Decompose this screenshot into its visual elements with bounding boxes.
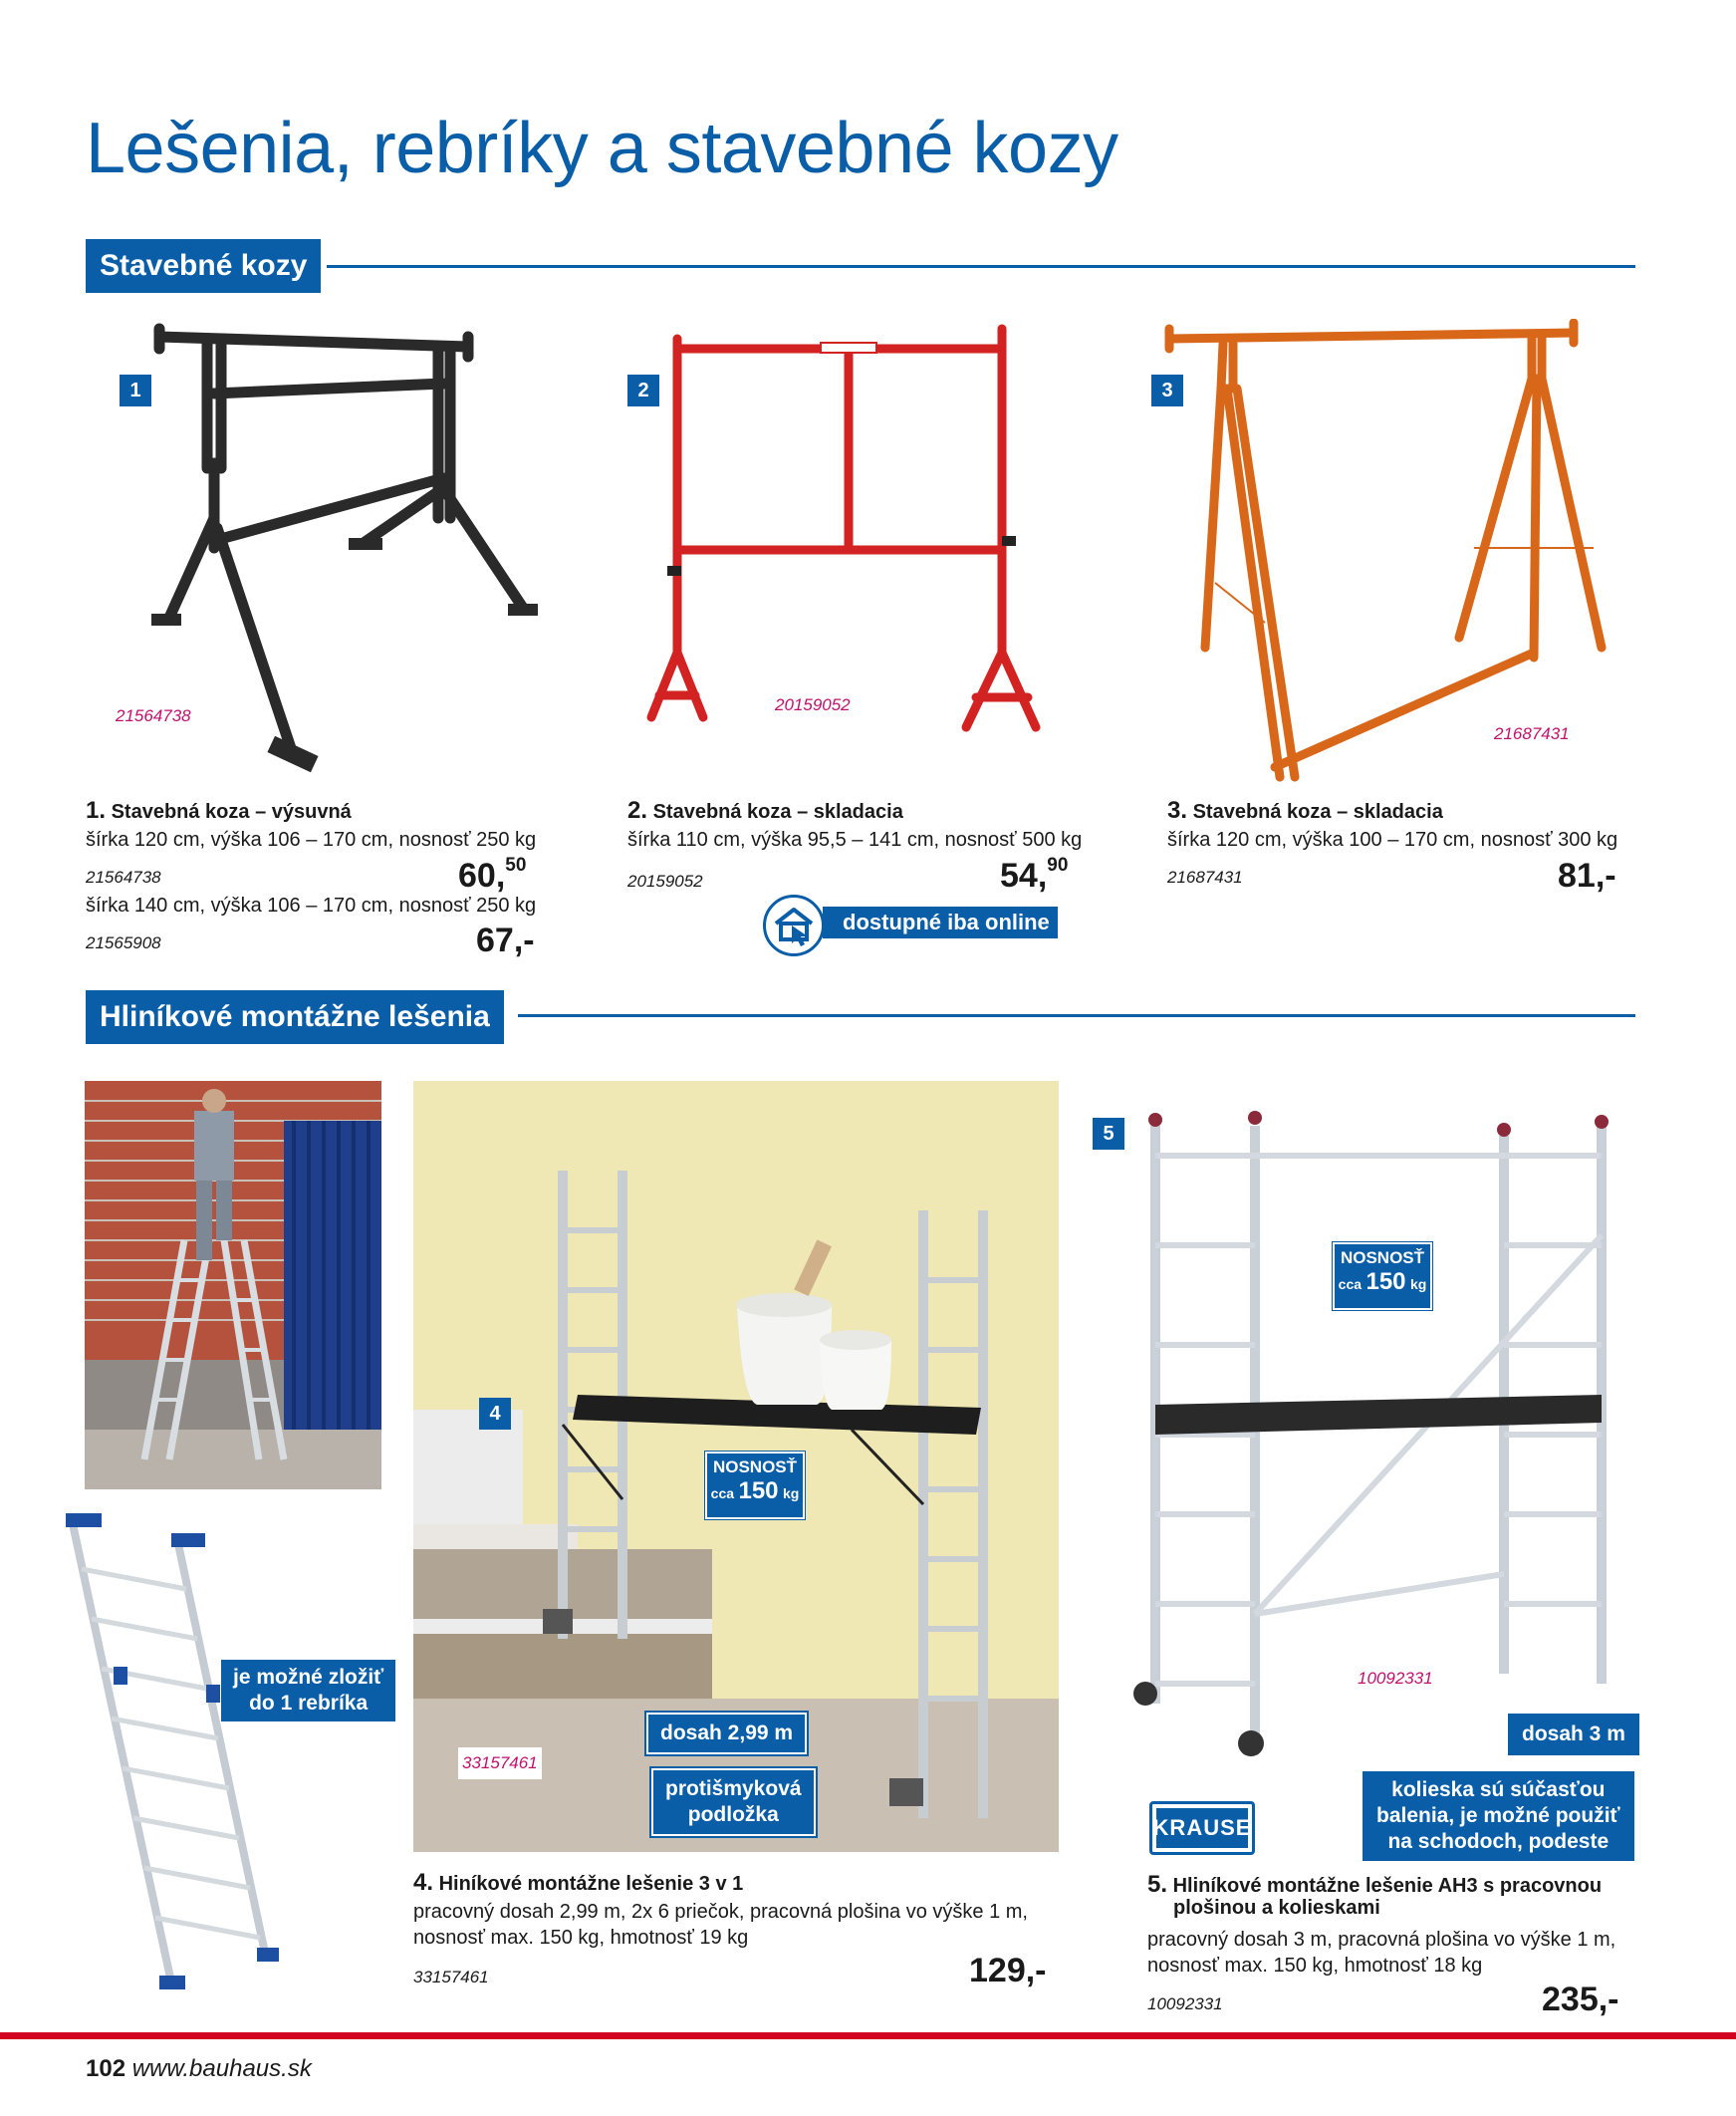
online-only-badge [763, 895, 1054, 960]
product-title-2 [627, 797, 903, 825]
product-code: 21687431 [1167, 868, 1243, 887]
product-price [458, 857, 526, 896]
product-spec: pracovný dosah 3 m, pracovná plošina vo výške 1 m, [1147, 1929, 1616, 1951]
product-name: Stavebná koza – výsuvná [111, 801, 352, 823]
product-title-1 [86, 797, 352, 825]
product-price: 81,- [1558, 857, 1616, 895]
product-image-1 [139, 319, 558, 787]
product-code: 21565908 [86, 933, 161, 952]
brand-logo-krause [1149, 1801, 1255, 1855]
product-badge-4: 4 [479, 1398, 511, 1430]
product-spec: šírka 110 cm, výška 95,5 – 141 cm, nosnosť 500 kg [627, 829, 1083, 851]
product-title-3 [1167, 797, 1443, 825]
load-capacity-title: NOSNOSŤ [712, 1457, 798, 1476]
product-name: Hiníkové montážne lešenie 3 v 1 [438, 1873, 744, 1895]
page-title: Lešenia, rebríky a stavebné kozy [86, 109, 1118, 188]
product-badge-2: 2 [627, 375, 659, 406]
price-cents: 50 [505, 855, 527, 876]
product-price: 129,- [969, 1952, 1047, 1989]
page-number: 102 [86, 2055, 126, 2082]
section-title-trestles: Stavebné kozy [86, 239, 321, 293]
antislip-tag [649, 1766, 818, 1838]
product-spec: šírka 140 cm, výška 106 – 170 cm, nosnosť 250 kg [86, 895, 537, 917]
price-main: 54, [1000, 857, 1048, 895]
image-code-1: 21564738 [116, 706, 191, 725]
product-number: 4. [413, 1869, 434, 1896]
product-number: 5. [1147, 1871, 1168, 1898]
section-divider [518, 1014, 1635, 1017]
antislip-tag-line: podložka [687, 1803, 779, 1826]
fold-tag-line: je možné zložiť [233, 1666, 384, 1689]
product-spec: pracovný dosah 2,99 m, 2x 6 priečok, pracovná plošina vo výške 1 m, [413, 1901, 1028, 1923]
reach-tag-4: dosah 2,99 m [644, 1711, 809, 1756]
image-code-4: 33157461 [462, 1753, 538, 1772]
price-cents: 90 [1047, 855, 1069, 876]
product-title-5-line2: plošinou a kolieskami [1173, 1897, 1380, 1919]
load-capacity-prefix: cca [710, 1485, 735, 1501]
product-badge-1: 1 [120, 375, 151, 406]
wheels-tag-line: na schodoch, podeste [1387, 1830, 1610, 1853]
product-name: Stavebná koza – skladacia [652, 801, 903, 823]
load-capacity-value: 150 [738, 1477, 779, 1504]
product-price: 235,- [1542, 1981, 1619, 2018]
product-title-4 [413, 1869, 743, 1897]
product-code: 20159052 [627, 872, 703, 891]
image-code-3: 21687431 [1494, 724, 1570, 743]
section-divider [327, 265, 1635, 268]
image-code-4-box [458, 1747, 542, 1779]
product-spec: šírka 120 cm, výška 106 – 170 cm, nosnosť 250 kg [86, 829, 537, 851]
price-main: 60, [458, 857, 506, 895]
fold-tag [221, 1660, 395, 1721]
product-badge-5: 5 [1093, 1118, 1124, 1150]
footer-divider [0, 2032, 1736, 2039]
product-number: 3. [1167, 797, 1188, 824]
product-image-2 [637, 319, 1056, 737]
online-only-label: dostupné iba online [843, 910, 1050, 934]
product-number: 2. [627, 797, 648, 824]
footer [86, 2055, 312, 2083]
image-code-2: 20159052 [775, 695, 851, 714]
online-shop-icon [763, 895, 825, 956]
product-price [1000, 857, 1068, 896]
folded-ladder-photo [62, 1509, 281, 1997]
product-spec: nosnosť max. 150 kg, hmotnosť 18 kg [1147, 1955, 1483, 1977]
product-code: 10092331 [1147, 1994, 1223, 2013]
product-name: Stavebná koza – skladacia [1192, 801, 1443, 823]
reach-tag-5: dosah 3 m [1508, 1714, 1639, 1755]
brand-logo-text: KRAUSE [1156, 1808, 1248, 1848]
wheels-tag-line: kolieska sú súčasťou [1391, 1778, 1606, 1801]
product-image-5 [1125, 1106, 1643, 1763]
fold-tag-line: do 1 rebríka [249, 1692, 369, 1715]
product-spec: šírka 120 cm, výška 100 – 170 cm, nosnosť 300 kg [1167, 829, 1618, 851]
wheels-tag-line: balenia, je možné použiť [1376, 1804, 1620, 1827]
load-capacity-unit: kg [782, 1485, 800, 1501]
product-code: 33157461 [413, 1968, 489, 1986]
section-title-scaffolds: Hliníkové montážne lešenia [86, 990, 504, 1044]
product-number: 1. [86, 797, 107, 824]
antislip-tag-line: protišmyková [665, 1777, 802, 1800]
product-spec: nosnosť max. 150 kg, hmotnosť 19 kg [413, 1927, 749, 1949]
load-capacity-prefix: cca [1338, 1276, 1363, 1292]
load-capacity-value: 150 [1365, 1268, 1406, 1295]
load-capacity-title: NOSNOSŤ [1340, 1248, 1425, 1267]
load-capacity-badge [1333, 1242, 1432, 1310]
product-badge-3: 3 [1151, 375, 1183, 406]
load-capacity-badge [705, 1452, 805, 1519]
product-image-3 [1155, 319, 1653, 787]
ladder-in-use-photo [85, 1081, 381, 1489]
product-price: 67,- [476, 922, 535, 959]
load-capacity-unit: kg [1409, 1276, 1427, 1292]
wheels-tag [1363, 1771, 1634, 1861]
product-code: 21564738 [86, 868, 161, 887]
product-title-5 [1147, 1871, 1602, 1899]
footer-url[interactable]: www.bauhaus.sk [131, 2055, 312, 2082]
image-code-5: 10092331 [1358, 1669, 1433, 1688]
product-name: Hliníkové montážne lešenie AH3 s pracovnou [1172, 1875, 1603, 1897]
